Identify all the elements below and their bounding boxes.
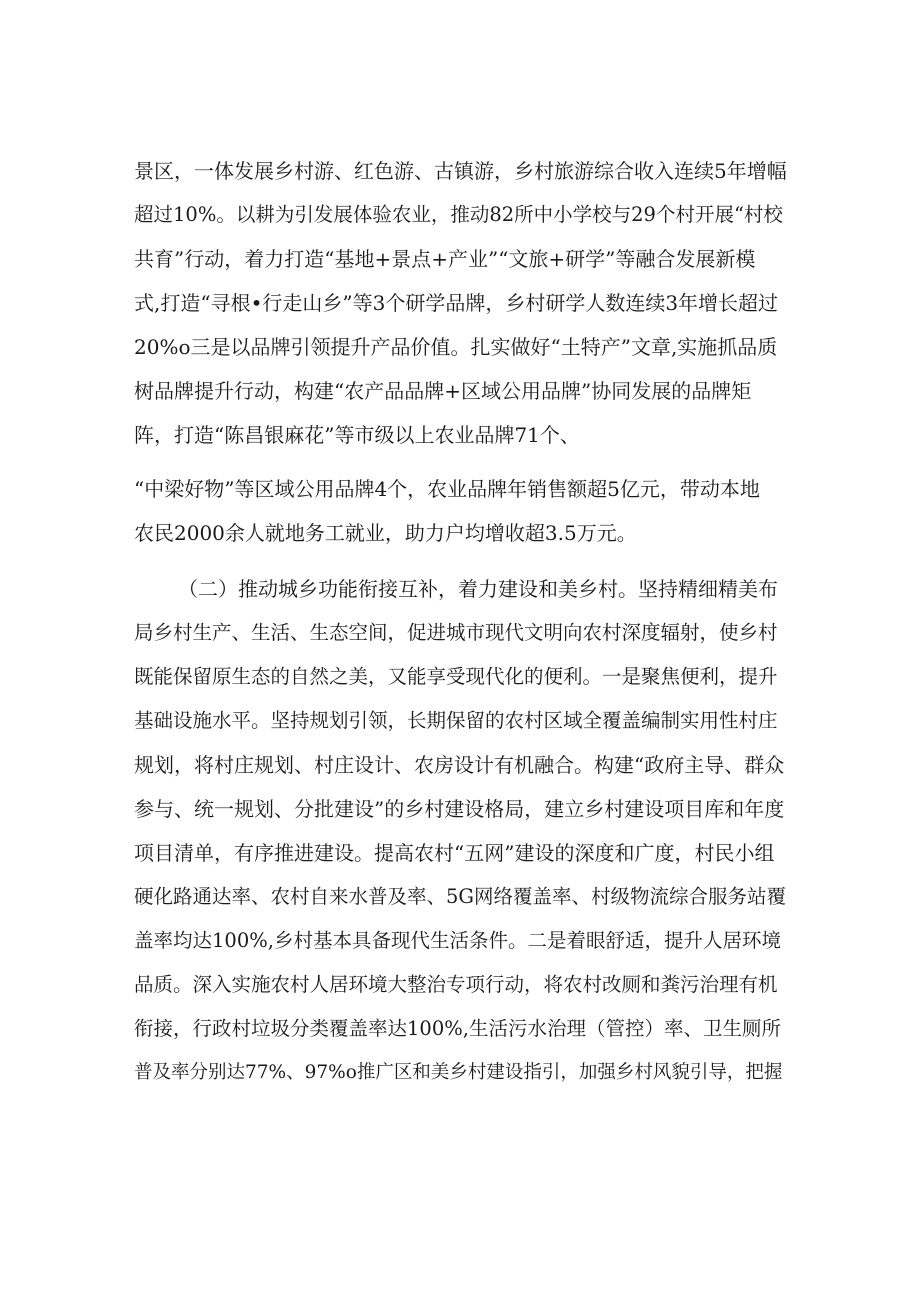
paragraph-line: 超过10%。以耕为引发展体验农业，推动82所中小学校与29个村开展“村校 xyxy=(134,203,783,226)
paragraph-line: 盖率均达100%,乡村基本具备现代生活条件。二是着眼舒适，提升人居环境 xyxy=(134,929,781,952)
paragraph-line: 规划，将村庄规划、村庄设计、农房设计有机融合。构建“政府主导、群众 xyxy=(134,753,785,777)
paragraph-line: 衔接，行政村垃圾分类覆盖率达100%,生活污水治理（管控）率、卫生厕所 xyxy=(134,1017,781,1040)
paragraph-line: 项目清单，有序推进建设。提高农村“五网”建设的深度和广度，村民小组 xyxy=(134,841,775,865)
paragraph-line: 硬化路通达率、农村自来水普及率、5G网络覆盖率、村级物流综合服务站覆 xyxy=(134,885,786,908)
paragraph-line: 树品牌提升行动，构建“农产品品牌+区域公用品牌”协同发展的品牌矩 xyxy=(134,379,752,403)
paragraph-line: 景区，一体发展乡村游、红色游、古镇游，乡村旅游综合收入连续5年增幅 xyxy=(134,159,787,183)
paragraph-line: 品质。深入实施农村人居环境大整治专项行动，将农村改厕和粪污治理有机 xyxy=(134,973,778,996)
paragraph-line: 普及率分别达77%、97%o推广区和美乡村建设指引，加强乡村风貌引导，把握 xyxy=(134,1062,783,1083)
paragraph-line: 农民2000余人就地务工就业，助力户均增收超3.5万元。 xyxy=(134,521,637,545)
paragraph-line: 20%o三是以品牌引领提升产品价值。扎实做好“土特产”文章,实施抓品质 xyxy=(134,335,778,359)
paragraph-line: 基础设施水平。坚持规划引领，长期保留的农村区域全覆盖编制实用性村庄 xyxy=(134,709,778,732)
paragraph-line: 既能保留原生态的自然之美，又能享受现代化的便利。一是聚焦便利，提升 xyxy=(134,665,778,688)
paragraph-line: 共育”行动，着力打造“基地+景点+产业”“文旅+研学”等融合发展新模 xyxy=(134,247,756,271)
paragraph-line: 式,打造“寻根•行走山乡”等3个研学品牌，乡村研学人数连续3年增长超过 xyxy=(134,291,779,315)
paragraph-line: 参与、统一规划、分批建设”的乡村建设格局，建立乡村建设项目库和年度 xyxy=(134,797,785,821)
paragraph-line: 阵，打造“陈昌银麻花”等市级以上农业品牌71个、 xyxy=(134,423,580,447)
paragraph-line: “中梁好物”等区域公用品牌4个，农业品牌年销售额超5亿元，带动本地 xyxy=(134,477,760,501)
section-heading-line: （二）推动城乡功能衔接互补，着力建设和美乡村。坚持精细精美布 xyxy=(178,577,778,601)
paragraph-line: 局乡村生产、生活、生态空间，促进城市现代文明向农村深度辐射，使乡村 xyxy=(134,621,778,644)
